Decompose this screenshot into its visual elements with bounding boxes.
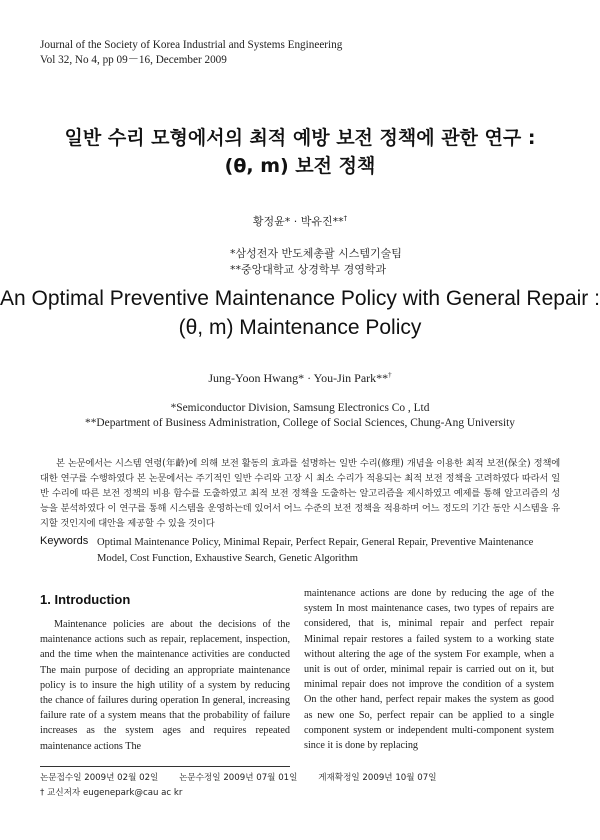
journal-volume: Vol 32, No 4, pp 09－16, December 2009 [40,54,227,66]
korean-corresponding-mark: † [343,214,348,223]
received-date: 논문접수일 2009년 02월 02일 [40,773,159,783]
korean-title [0,124,600,180]
accepted-date: 게재확정일 2009년 10월 07일 [318,773,437,783]
english-title [0,284,600,342]
korean-authors [0,213,600,229]
keywords-text: Optimal Maintenance Policy, Minimal Repair, Perfect Repair, General Repair, Preventive Maintenance Model, Cost Function, Exhaustive Search, Genetic Algorithm [97,537,534,564]
revised-date: 논문수정일 2009년 07월 01일 [179,773,298,783]
korean-affiliation-2: **중앙대학교 상경학부 경영학과 [230,263,387,276]
english-affiliations [0,401,600,431]
abstract: 본 논문에서는 시스템 연령(年齡)에 의해 보전 활동의 효과를 설명하는 일반 수리(修理) 개념을 이용한 최적 보전(保全) 정책에 대한 연구를 수행하였다 본 논문에서는 주기적인 일반 수리와 고장 시 최소 수리가 적용되는 최적 보전 정책을 고려하였다 따라서 일반 수리에 따른 보전 정책의 비용 함수를 도출하였고 최적 보전 정책을 도출하는 알고리즘을 제시하였고 예제를 통해 알고리즘의 성능을 분석하였다 이 연구를 통해 시스템을 운영하는데 있어서 어느 수준의 보전 정책을 적용하며 어느 정도의 기간 동안 시스템을 유지할 것인지에 대안을 제공할 수 있을 것이다 [40,458,560,529]
english-title-line1: An Optimal Preventive Maintenance Policy with General Repair : [0,287,600,310]
footnote-dates [40,771,455,783]
english-title-line2: (θ, m) Maintenance Policy [178,316,422,339]
korean-affiliation-1: *삼성전자 반도체총괄 시스템기술팀 [230,247,402,260]
english-author-names: Jung-Yoon Hwang* · You-Jin Park** [208,371,389,385]
english-authors [0,371,600,386]
korean-author-names: 황정윤* · 박유진** [252,215,344,228]
section-heading: 1. Introduction [40,592,131,607]
corresponding-author: † 교신저자 eugenepark@cau ac kr [40,788,183,798]
korean-title-line1: 일반 수리 모형에서의 최적 예방 보전 정책에 관한 연구 : [64,127,536,149]
footnote-divider [40,766,290,767]
journal-name: Journal of the Society of Korea Industrial and Systems Engineering [40,39,343,51]
body-column-left: Maintenance policies are about the decisions of the maintenance actions such as repair, replacement, inspection, and the time when the maintenance activities are conducted The main purpose of deciding an appropriate maintenance policy is to insure the high utility of a system by reducing the chance of failures during operation In general, increasing failure rate of a system means that the probability of failure increases as the system ages and requires repeated maintenance actions The [40,619,290,752]
journal-header [40,38,342,68]
korean-title-line2: (θ, m) 보전 정책 [224,155,376,177]
body-column-right: maintenance actions are done by reducing the age of the system In most maintenance cases, two types of repairs are considered, that is, minimal repair and perfect repair Minimal repair restores a failed system to a working state without altering the age of the system For example, when a unit is out of order, minimal repair is carried out on it, but minimal repair does not improve the condition of a system On the other hand, perfect repair makes the system as good as new one So, perfect repair can be applied to a single component system or independent multi-component system since it is done by replacing [304,588,554,752]
english-affiliation-2: **Department of Business Administration, College of Social Sciences, Chung-Ang University [85,417,515,429]
english-affiliation-1: *Semiconductor Division, Samsung Electronics Co , Ltd [170,402,430,414]
korean-affiliations [230,246,402,278]
keywords-label: Keywords [40,535,89,547]
english-corresponding-mark: † [388,371,392,379]
